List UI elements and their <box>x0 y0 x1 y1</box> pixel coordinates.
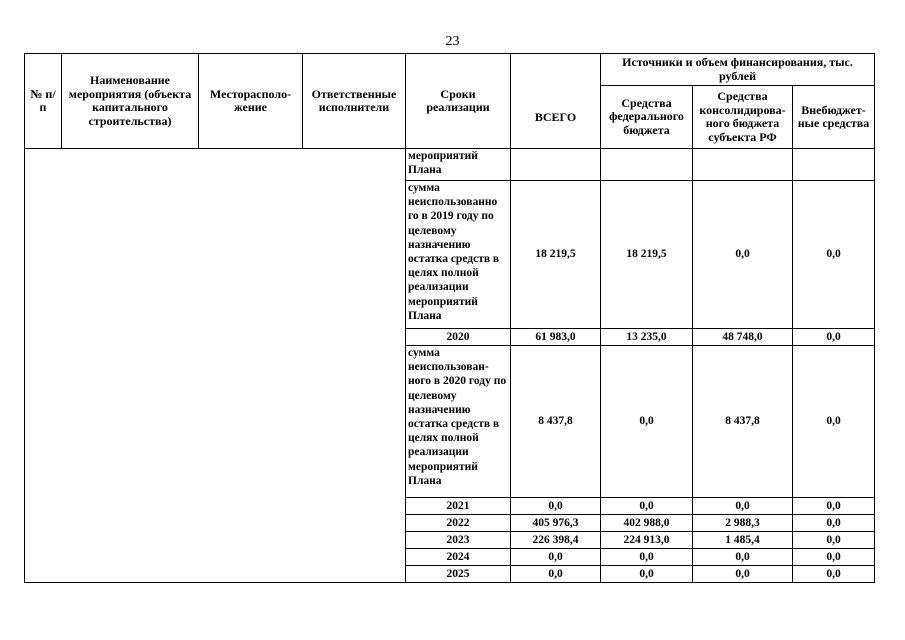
regional-cell: 2 988,3 <box>693 515 793 532</box>
term-cell: 2020 <box>406 329 511 346</box>
header-term: Сроки реализации <box>406 54 511 149</box>
federal-cell <box>601 149 693 181</box>
term-cell: сумма неиспользован-ного в 2020 году по целевому назначению остатка средств в целях полной реализации мероприятий Плана <box>406 346 511 498</box>
regional-cell: 1 485,4 <box>693 532 793 549</box>
total-cell <box>511 149 601 181</box>
federal-cell: 402 988,0 <box>601 515 693 532</box>
term-cell: 2021 <box>406 498 511 515</box>
header-name: Наименование мероприятия (объекта капитального строительства) <box>62 54 199 149</box>
regional-cell: 0,0 <box>693 181 793 329</box>
extrabudget-cell: 0,0 <box>793 181 875 329</box>
total-cell: 0,0 <box>511 549 601 566</box>
extrabudget-cell: 0,0 <box>793 532 875 549</box>
term-cell: 2025 <box>406 566 511 583</box>
federal-cell: 0,0 <box>601 566 693 583</box>
header-num: № п/п <box>25 54 62 149</box>
header-regional: Средства консолидирова-ного бюджета субъекта РФ <box>693 86 793 149</box>
regional-cell: 0,0 <box>693 549 793 566</box>
page-number: 23 <box>445 34 460 49</box>
extrabudget-cell: 0,0 <box>793 515 875 532</box>
federal-cell: 13 235,0 <box>601 329 693 346</box>
extrabudget-cell: 0,0 <box>793 566 875 583</box>
total-cell: 8 437,8 <box>511 346 601 498</box>
total-cell: 405 976,3 <box>511 515 601 532</box>
extrabudget-cell <box>793 149 875 181</box>
financing-table <box>24 53 875 583</box>
term-cell: мероприятий Плана <box>406 149 511 181</box>
total-cell: 0,0 <box>511 566 601 583</box>
total-cell: 226 398,4 <box>511 532 601 549</box>
term-cell: 2022 <box>406 515 511 532</box>
total-cell: 61 983,0 <box>511 329 601 346</box>
regional-cell <box>693 149 793 181</box>
merged-empty-cell <box>25 149 406 583</box>
extrabudget-cell: 0,0 <box>793 346 875 498</box>
extrabudget-cell: 0,0 <box>793 329 875 346</box>
header-federal: Средства федерального бюджета <box>601 86 693 149</box>
federal-cell: 0,0 <box>601 498 693 515</box>
header-location: Месторасполо-жение <box>199 54 303 149</box>
regional-cell: 0,0 <box>693 566 793 583</box>
federal-cell: 0,0 <box>601 346 693 498</box>
table-row <box>25 149 875 181</box>
extrabudget-cell: 0,0 <box>793 549 875 566</box>
term-cell: 2023 <box>406 532 511 549</box>
term-cell: сумма неиспользованно го в 2019 году по целевому назначению остатка средств в целях полной реализации мероприятий Плана <box>406 181 511 329</box>
header-sources-group: Источники и объем финансирования, тыс. рублей <box>601 54 875 86</box>
regional-cell: 0,0 <box>693 498 793 515</box>
federal-cell: 18 219,5 <box>601 181 693 329</box>
federal-cell: 0,0 <box>601 549 693 566</box>
header-total: ВСЕГО <box>511 54 601 149</box>
header-extrabudget: Внебюджет-ные средства <box>793 86 875 149</box>
term-cell: 2024 <box>406 549 511 566</box>
header-responsible: Ответственные исполнители <box>303 54 406 149</box>
federal-cell: 224 913,0 <box>601 532 693 549</box>
extrabudget-cell: 0,0 <box>793 498 875 515</box>
total-cell: 0,0 <box>511 498 601 515</box>
regional-cell: 48 748,0 <box>693 329 793 346</box>
regional-cell: 8 437,8 <box>693 346 793 498</box>
total-cell: 18 219,5 <box>511 181 601 329</box>
